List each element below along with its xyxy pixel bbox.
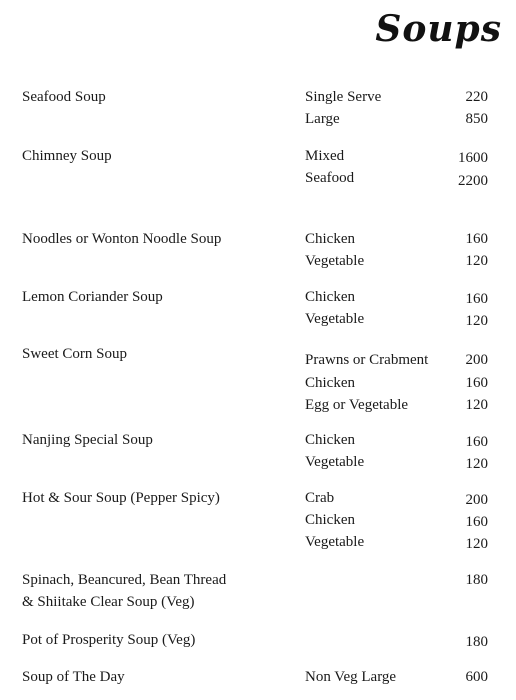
variant-label: Large: [305, 111, 340, 127]
dish-name: Sweet Corn Soup: [22, 346, 127, 362]
price: 120: [465, 397, 488, 413]
price: 160: [465, 291, 488, 307]
dish-name: Lemon Coriander Soup: [22, 289, 163, 305]
page-title: Soups: [375, 8, 502, 50]
price: 850: [465, 111, 488, 127]
dish-name: Hot & Sour Soup (Pepper Spicy): [22, 490, 220, 506]
variant-label: Mixed: [305, 148, 345, 164]
dish-name: & Shiitake Clear Soup (Veg): [22, 594, 195, 610]
variant-label: Crab: [305, 490, 335, 506]
variant-label: Vegetable: [305, 311, 365, 327]
price: 160: [465, 434, 488, 450]
variant-label: Vegetable: [305, 454, 365, 470]
variant-label: Chicken: [305, 512, 355, 528]
variant-label: Vegetable: [305, 534, 365, 550]
price: 120: [465, 456, 488, 472]
price: 160: [465, 231, 488, 247]
price: 200: [465, 492, 488, 508]
variant-label: Non Veg Large: [305, 669, 397, 685]
price: 200: [465, 352, 488, 368]
variant-label: Prawns or Crabment: [305, 352, 429, 368]
variant-label: Chicken: [305, 432, 355, 448]
dish-name: Noodles or Wonton Noodle Soup: [22, 231, 222, 247]
variant-label: Single Serve: [305, 89, 382, 105]
price: 2200: [458, 173, 488, 189]
variant-label: Chicken: [305, 375, 355, 391]
variant-label: Seafood: [305, 170, 355, 186]
price: 160: [465, 375, 488, 391]
variant-label: Chicken: [305, 289, 355, 305]
price: 160: [465, 514, 488, 530]
price: 120: [465, 253, 488, 269]
dish-name: Spinach, Beancured, Bean Thread: [22, 572, 227, 588]
variant-label: Chicken: [305, 231, 355, 247]
dish-name: Pot of Prosperity Soup (Veg): [22, 632, 196, 648]
price: 600: [465, 669, 488, 685]
price: 120: [465, 313, 488, 329]
price: 220: [465, 89, 488, 105]
price: 180: [465, 572, 488, 588]
dish-name: Nanjing Special Soup: [22, 432, 153, 448]
price: 180: [465, 634, 488, 650]
price: 1600: [458, 150, 488, 166]
variant-label: Egg or Vegetable: [305, 397, 409, 413]
dish-name: Seafood Soup: [22, 89, 106, 105]
price: 120: [465, 536, 488, 552]
dish-name: Soup of The Day: [22, 669, 125, 685]
dish-name: Chimney Soup: [22, 148, 112, 164]
variant-label: Vegetable: [305, 253, 365, 269]
